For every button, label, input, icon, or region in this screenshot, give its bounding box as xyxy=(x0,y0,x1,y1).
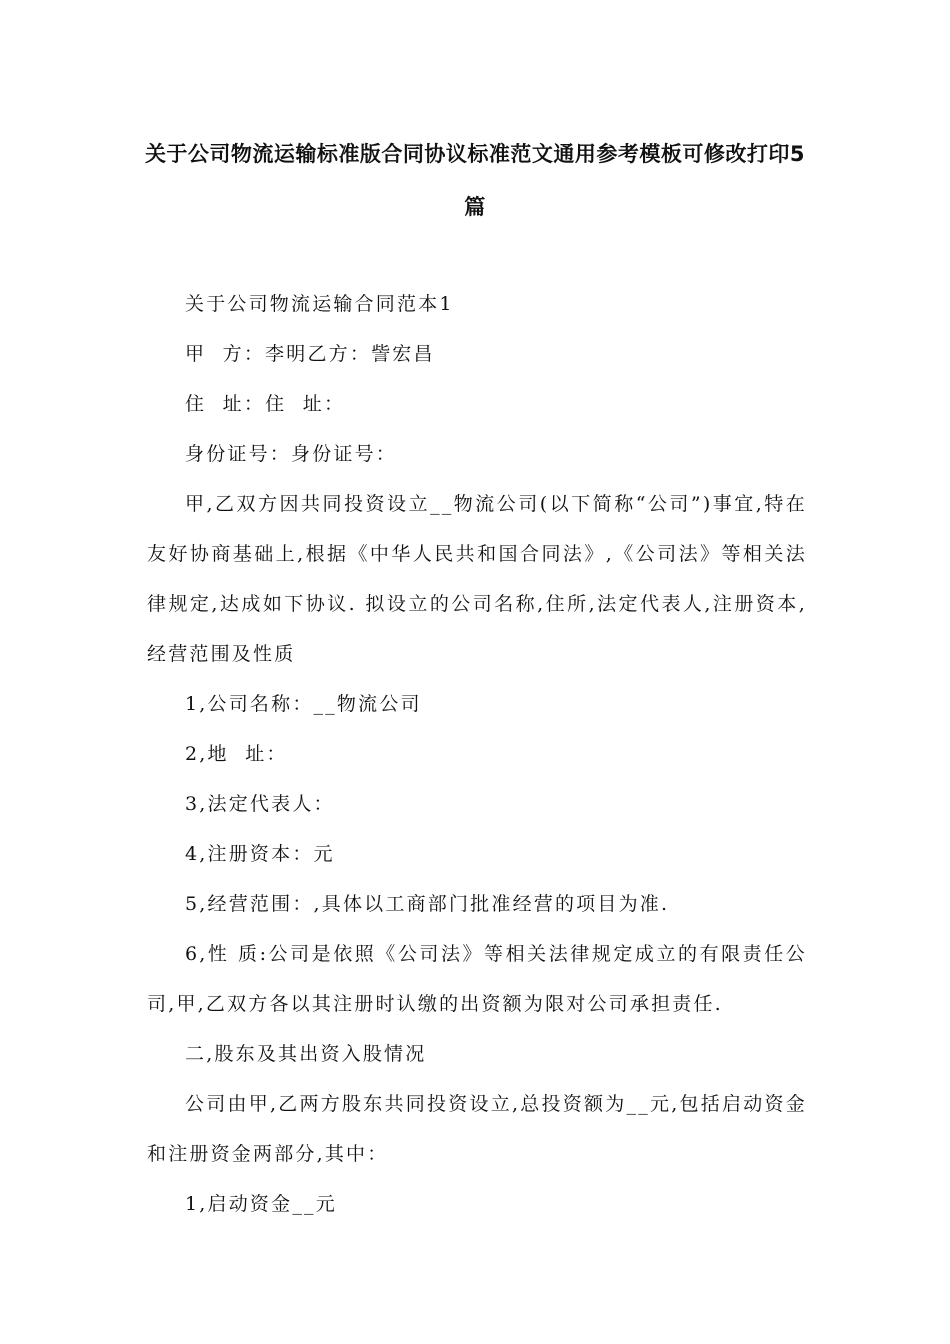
section-shareholders-heading: 二,股东及其出资入股情况 xyxy=(185,1043,427,1065)
section-heading: 关于公司物流运输合同范本1 xyxy=(185,293,454,315)
investment-paragraph: 公司由甲,乙两方股东共同投资设立,总投资额为__元,包括启动资金和注册资金两部分,其中： xyxy=(147,1093,807,1165)
document-title: 关于公司物流运输标准版合同协议标准范文通用参考模板可修改打印5篇 xyxy=(144,142,806,219)
party-addresses: 住 址：住 址： xyxy=(185,393,346,415)
preamble-paragraph: 甲,乙双方因共同投资设立__物流公司(以下简称“公司”)事宜,特在友好协商基础上,根据《中华人民共和国合同法》,《公司法》等相关法律规定,达成如下协议. 拟设立的公司名称,住所,法定代表人,注册资本,经营范围及性质 xyxy=(147,493,807,665)
clause-nature: 6,性 质:公司是依照《公司法》等相关法律规定成立的有限责任公司,甲,乙双方各以其注册时认缴的出资额为限对公司承担责任. xyxy=(147,943,807,1015)
document-body xyxy=(147,279,807,1229)
clause-registered-capital: 4,注册资本：元 xyxy=(185,843,335,865)
clause-address: 2,地 址： xyxy=(185,743,288,765)
party-id-numbers: 身份证号：身份证号： xyxy=(185,443,398,465)
clause-startup-capital: 1,启动资金__元 xyxy=(185,1193,337,1215)
clause-business-scope: 5,经营范围：,具体以工商部门批准经营的项目为准. xyxy=(185,893,670,915)
party-names: 甲 方：李明乙方：訾宏昌 xyxy=(185,343,435,365)
clause-company-name: 1,公司名称：__物流公司 xyxy=(185,693,422,715)
clause-legal-representative: 3,法定代表人： xyxy=(185,793,335,815)
